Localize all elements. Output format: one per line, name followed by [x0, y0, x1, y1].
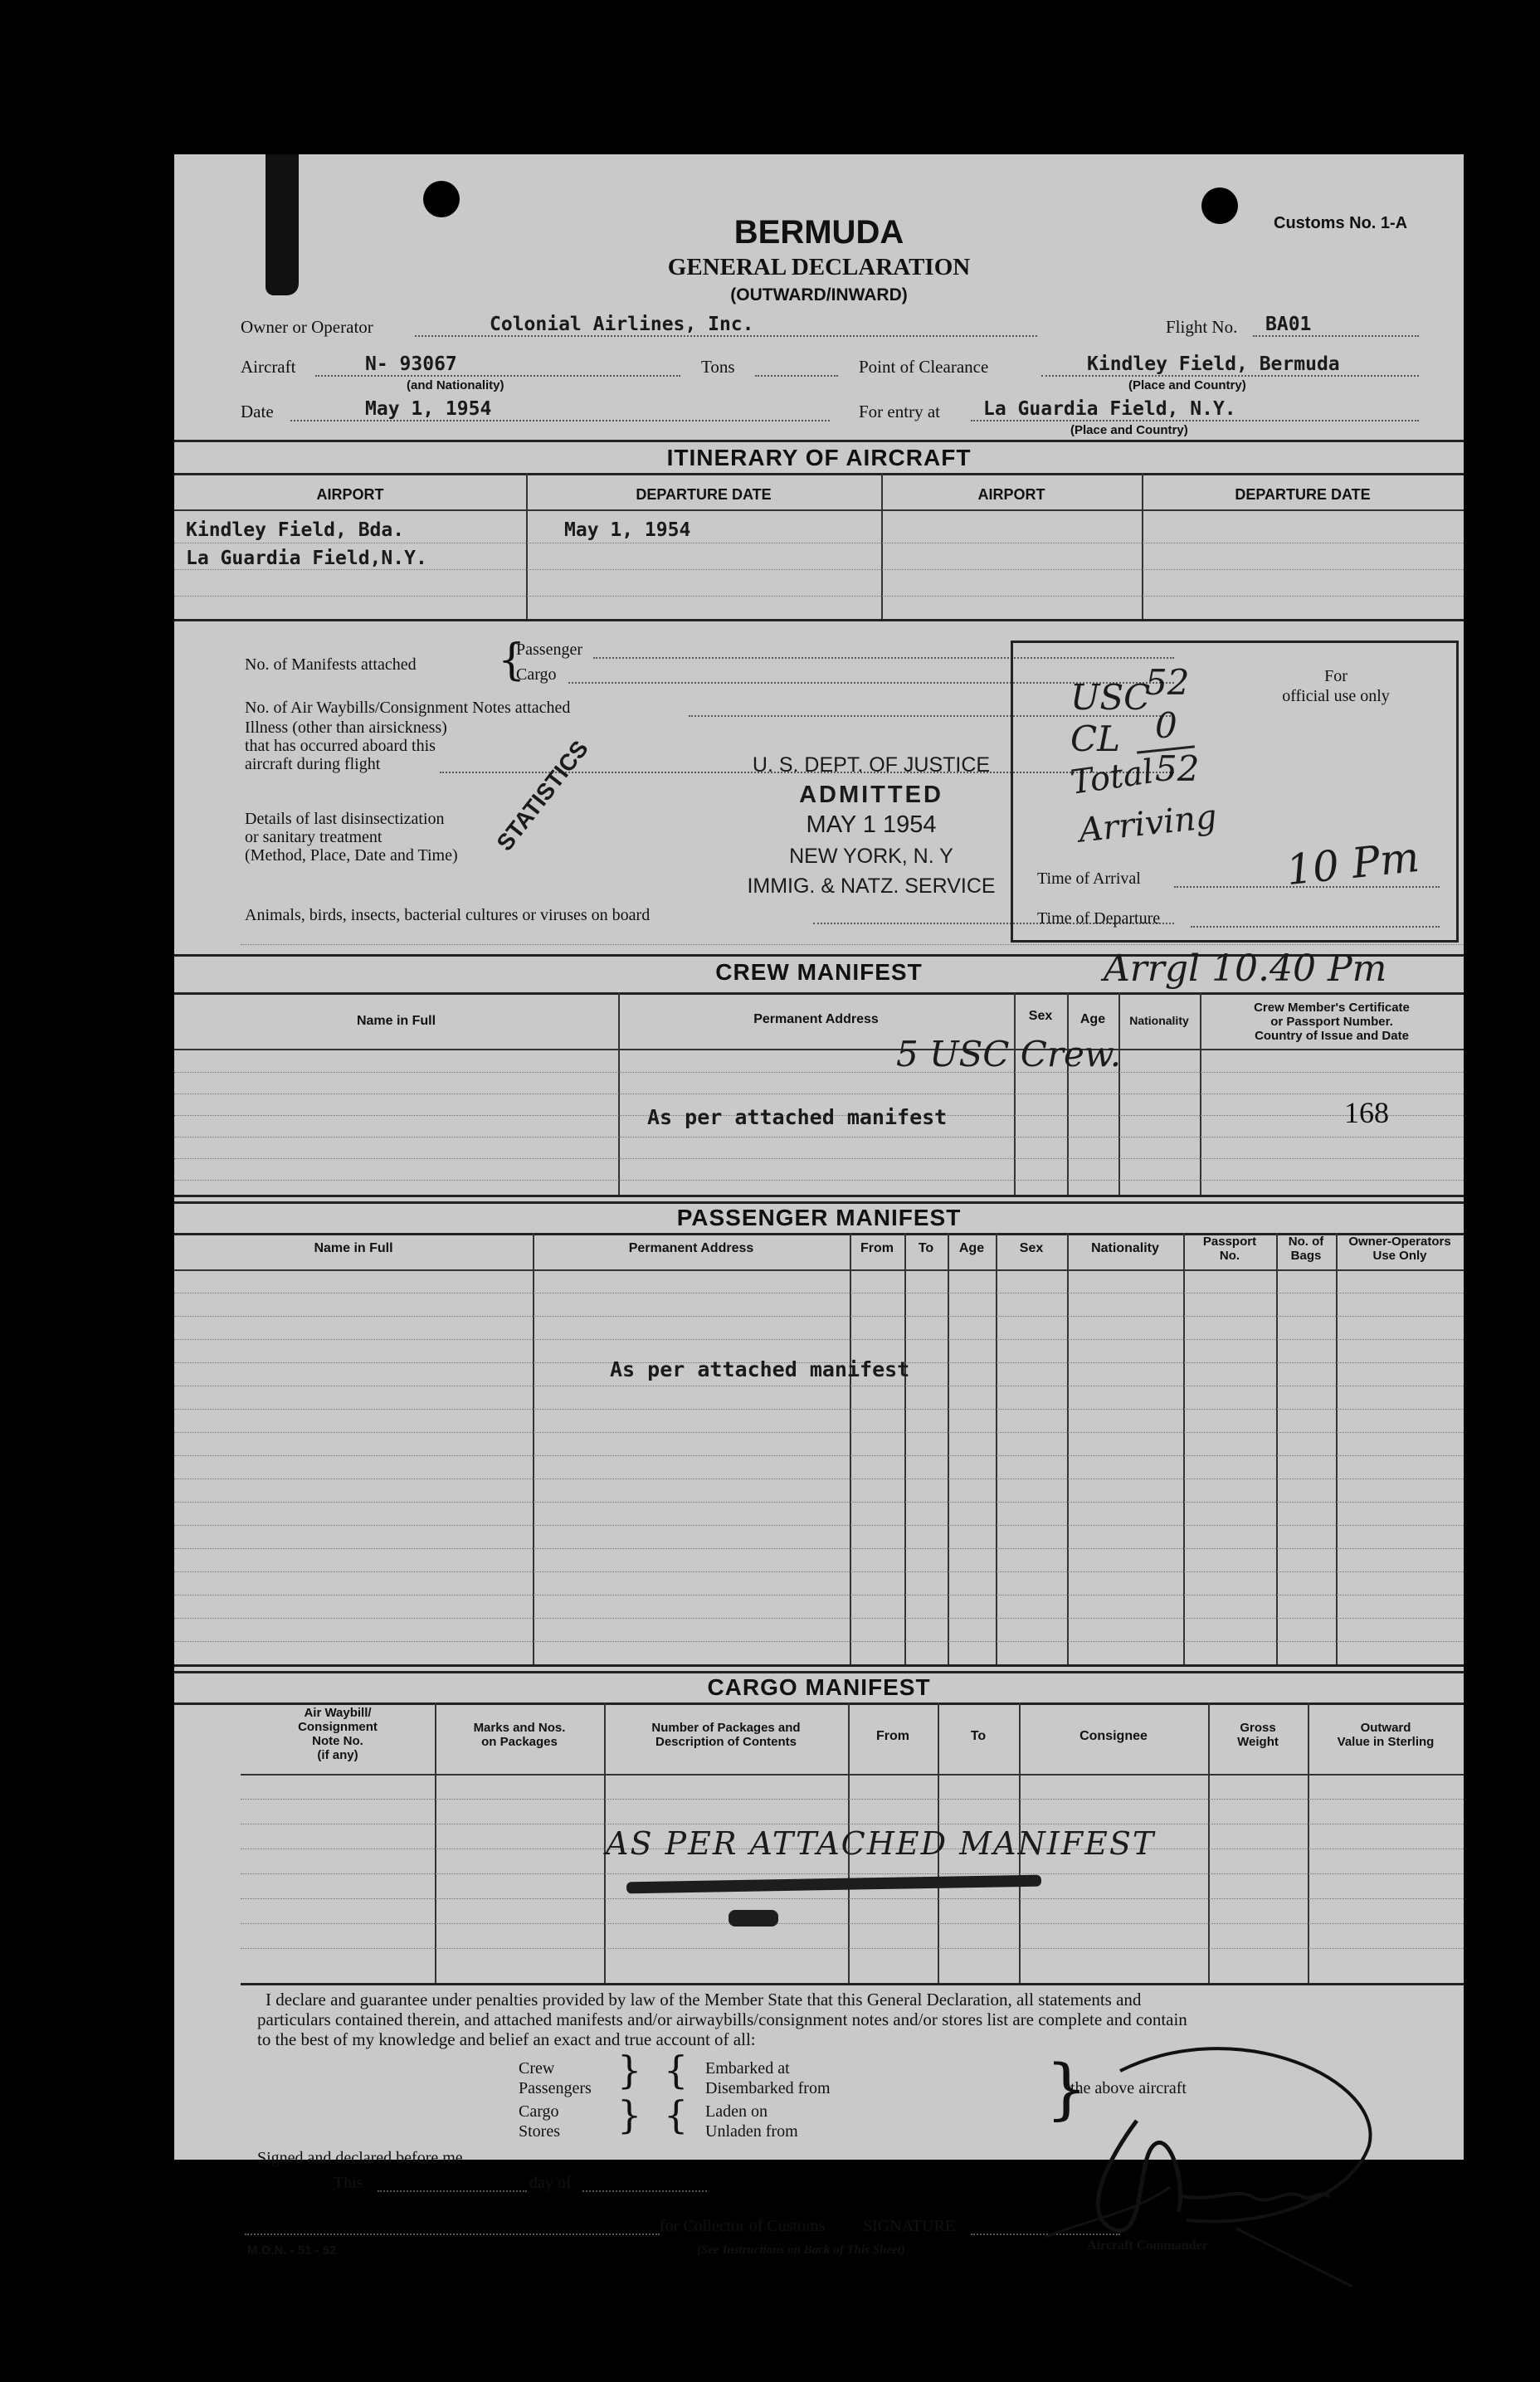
cargo-col-weight-line-1: Gross: [1240, 1721, 1276, 1735]
crew-bottom-rule: [174, 1195, 1464, 1197]
hand-cl: CL: [1070, 718, 1121, 759]
manifests-label: No. of Manifests attached: [245, 655, 417, 674]
decl-this-line: [378, 2190, 527, 2192]
clearance-value: Kindley Field, Bermuda: [1087, 353, 1340, 375]
cargo-manifest-label: Cargo: [516, 665, 557, 684]
crew-header-rule: [174, 992, 1464, 995]
crew-col-certificate: [1200, 1001, 1464, 1043]
customs-number: Customs No. 1-A: [1274, 214, 1408, 232]
cargo-dotted-7: [241, 1948, 1464, 1949]
cargo-col-packages: [604, 1721, 848, 1749]
passenger-col-divider-7: [1183, 1233, 1185, 1664]
passenger-col-divider-8: [1276, 1233, 1278, 1664]
passenger-bottom-rule: [174, 1664, 1464, 1667]
declaration-text-3: to the best of my knowledge and belief an exact and true account of all:: [257, 2029, 756, 2049]
passenger-col-bags-line-1: No. of: [1288, 1235, 1324, 1249]
passenger-col-divider-6: [1067, 1233, 1069, 1664]
crew-hand-note: Arrgl 10.40 Pm: [1104, 947, 1387, 990]
decl-commander: Aircraft Commander: [1087, 2238, 1208, 2253]
arrival-value: 10 Pm: [1284, 832, 1422, 895]
passenger-col-divider-9: [1336, 1233, 1338, 1664]
cargo-col-marks: [435, 1721, 604, 1749]
aircraft-label: Aircraft: [241, 357, 296, 377]
cargo-col-waybill-line-4: (if any): [317, 1748, 358, 1762]
disinsect-line-3: (Method, Place, Date and Time): [245, 846, 458, 865]
cargo-col-packages-line-1: Number of Packages and: [651, 1721, 801, 1735]
hand-total: Total: [1068, 753, 1157, 802]
cargo-hand-note: AS PER ATTACHED MANIFEST: [606, 1825, 1156, 1862]
itinerary-airport-2: La Guardia Field,N.Y.: [186, 548, 427, 569]
passenger-dotted-3: [174, 1339, 1464, 1340]
departure-label: Time of Departure: [1037, 909, 1161, 928]
punch-hole-left: [423, 181, 460, 217]
flight-value: BA01: [1265, 314, 1312, 335]
decl-day-line: [582, 2190, 707, 2192]
date-line: [290, 420, 830, 421]
decl-stores: Stores: [519, 2122, 560, 2141]
cargo-dotted-4: [241, 1873, 1464, 1874]
owner-line: [415, 335, 1037, 337]
date-value: May 1, 1954: [365, 398, 492, 420]
decl-brace-big: }: [1045, 2050, 1088, 2127]
clearance-label: Point of Clearance: [859, 357, 989, 377]
arrival-label: Time of Arrival: [1037, 870, 1141, 888]
hand-num-1: 52: [1145, 662, 1190, 703]
itinerary-top-rule: [174, 440, 1464, 442]
passenger-as-per-manifest: As per attached manifest: [610, 1357, 910, 1381]
itinerary-col-airport-2: AIRPORT: [977, 486, 1045, 503]
manifests-brace: {: [498, 636, 526, 685]
passenger-col-age: Age: [958, 1241, 985, 1255]
official-for: For: [1324, 667, 1348, 685]
passenger-dotted-16: [174, 1641, 1464, 1642]
cargo-col-value-line-2: Value in Sterling: [1337, 1735, 1435, 1749]
disinsect-label: [245, 810, 458, 865]
passenger-row-rule: [174, 1269, 1464, 1271]
cargo-dotted-5: [241, 1898, 1464, 1899]
date-label: Date: [241, 402, 274, 421]
tons-line: [755, 375, 838, 377]
passenger-dotted-2: [174, 1316, 1464, 1317]
crew-col-age: Age: [1079, 1012, 1106, 1026]
waybills-label: No. of Air Waybills/Consignment Notes attached: [245, 699, 571, 717]
illness-label: [245, 718, 447, 773]
crew-title: CREW MANIFEST: [715, 959, 923, 985]
itinerary-title: ITINERARY OF AIRCRAFT: [666, 445, 972, 470]
cargo-dotted-1: [241, 1799, 1464, 1800]
decl-brace-4: {: [664, 2092, 689, 2137]
itinerary-header-rule: [174, 473, 1464, 475]
cargo-dotted-6: [241, 1923, 1464, 1924]
cargo-title: CARGO MANIFEST: [707, 1674, 931, 1700]
cargo-header-rule: [174, 1702, 1464, 1705]
passenger-col-divider-2: [850, 1233, 851, 1664]
cargo-col-value: [1308, 1721, 1464, 1749]
crew-col-sex: Sex: [1028, 1009, 1053, 1023]
passenger-col-passport-line-1: Passport: [1202, 1235, 1257, 1249]
passenger-dotted-10: [174, 1502, 1464, 1503]
stamp-dept: U. S. DEPT. OF JUSTICE: [752, 753, 991, 777]
passenger-col-owner-line-1: Owner-Operators: [1348, 1235, 1451, 1249]
cargo-col-weight: [1208, 1721, 1308, 1749]
passenger-col-divider-3: [904, 1233, 906, 1664]
form-instructions: (See Instructions on Back of This Sheet): [697, 2243, 905, 2257]
decl-above-aircraft: the above aircraft: [1070, 2079, 1187, 2097]
details-bottom-dotted: [241, 944, 1464, 945]
decl-brace-1: }: [617, 2048, 642, 2092]
aircraft-value: N- 93067: [365, 353, 457, 375]
passenger-col-address: Permanent Address: [628, 1241, 754, 1255]
passenger-dotted-12: [174, 1548, 1464, 1549]
itinerary-airport-1: Kindley Field, Bda.: [186, 519, 405, 541]
crew-col-cert-line-1: Crew Member's Certificate: [1254, 1001, 1410, 1015]
hand-num-2: 0: [1155, 705, 1177, 746]
decl-this: This: [334, 2174, 363, 2192]
cargo-col-waybill: [241, 1706, 435, 1762]
cargo-top-rule: [174, 1671, 1464, 1673]
declaration-text-2: particulars contained therein, and attached manifests and/or airwaybills/consignment notes and/or stores list are complete and contain: [257, 2009, 1187, 2029]
crew-hand-crew: 5 USC Crew.: [896, 1034, 1122, 1074]
cargo-col-marks-line-2: on Packages: [481, 1735, 558, 1749]
illness-line-1: Illness (other than airsickness): [245, 718, 447, 737]
decl-cargo: Cargo: [519, 2102, 559, 2121]
cargo-col-to: To: [970, 1729, 987, 1743]
form-direction: (OUTWARD/INWARD): [730, 285, 908, 304]
flight-line: [1253, 335, 1419, 337]
disinsect-line-2: or sanitary treatment: [245, 828, 383, 846]
cargo-col-packages-line-2: Description of Contents: [655, 1735, 797, 1749]
crew-col-cert-line-3: Country of Issue and Date: [1255, 1029, 1409, 1043]
passenger-col-passport-line-2: No.: [1219, 1249, 1240, 1263]
decl-unladen: Unladen from: [705, 2122, 798, 2141]
animals-label: Animals, birds, insects, bacterial cultures or viruses on board: [245, 906, 651, 924]
itinerary-dotted-3: [174, 596, 1464, 597]
itinerary-col-departure-2: DEPARTURE DATE: [1235, 486, 1371, 503]
entry-sub: (Place and Country): [1070, 423, 1188, 437]
passenger-dotted-8: [174, 1455, 1464, 1456]
passenger-col-passport: [1183, 1235, 1276, 1263]
departure-line: [1191, 926, 1440, 928]
crew-dotted-6: [174, 1180, 1464, 1181]
statistics-stamp: STATISTICS: [491, 735, 593, 856]
crew-col-address: Permanent Address: [753, 1012, 879, 1026]
passenger-col-owner-line-2: Use Only: [1372, 1249, 1427, 1263]
form-subtitle: GENERAL DECLARATION: [667, 254, 971, 280]
passenger-top-rule: [174, 1201, 1464, 1204]
decl-day-of: day of: [529, 2174, 572, 2192]
form-code: M.O.N. - 51 - 52: [247, 2243, 337, 2258]
owner-label: Owner or Operator: [241, 317, 373, 337]
form-title: BERMUDA: [733, 214, 904, 251]
passenger-dotted-7: [174, 1432, 1464, 1433]
cargo-col-marks-line-1: Marks and Nos.: [473, 1721, 566, 1735]
itinerary-date-1: May 1, 1954: [564, 519, 691, 541]
passenger-manifest-label: Passenger: [516, 641, 582, 659]
hand-num-3: 52: [1155, 748, 1200, 789]
entry-label: For entry at: [859, 402, 940, 421]
decl-passengers: Passengers: [519, 2079, 592, 2097]
itinerary-col-departure-1: DEPARTURE DATE: [636, 486, 772, 503]
illness-line-3: aircraft during flight: [245, 755, 381, 773]
tons-label: Tons: [701, 357, 735, 377]
clearance-sub: (Place and Country): [1128, 378, 1246, 392]
cargo-col-consignee: Consignee: [1079, 1729, 1148, 1743]
crew-col-name: Name in Full: [356, 1014, 436, 1028]
official-use-only: official use only: [1282, 687, 1390, 705]
passenger-dotted-13: [174, 1571, 1464, 1572]
stamp-admitted: ADMITTED: [799, 782, 943, 808]
aircraft-line: [315, 375, 680, 377]
crew-dotted-1: [174, 1072, 1464, 1073]
stamp-date: MAY 1 1954: [806, 811, 937, 838]
passenger-col-owner: [1336, 1235, 1464, 1263]
cargo-col-waybill-line-2: Consignment: [298, 1720, 378, 1734]
clearance-line: [1041, 375, 1419, 377]
declaration-text-1: I declare and guarantee under penalties provided by law of the Member State that this General Declaration, all statements and: [266, 1990, 1142, 2009]
cargo-row-rule: [241, 1774, 1464, 1776]
cargo-col-weight-line-2: Weight: [1237, 1735, 1279, 1749]
decl-signed-before: Signed and declared before me: [257, 2149, 463, 2167]
passenger-col-divider-1: [533, 1233, 534, 1664]
disinsect-line-1: Details of last disinsectization: [245, 810, 445, 828]
hand-arriving: Arriving: [1077, 797, 1219, 850]
itinerary-col-airport-1: AIRPORT: [316, 486, 384, 503]
passenger-dotted-11: [174, 1525, 1464, 1526]
itinerary-dotted-2: [174, 569, 1464, 570]
entry-line: [971, 420, 1419, 421]
crew-number: 168: [1344, 1096, 1389, 1129]
owner-value: Colonial Airlines, Inc.: [490, 314, 754, 335]
commander-signature: [1021, 1980, 1386, 2287]
flight-label: Flight No.: [1166, 317, 1238, 337]
collector-line: [245, 2233, 660, 2235]
illness-line-2: that has occurred aboard this: [245, 737, 436, 755]
crew-as-per-manifest: As per attached manifest: [647, 1105, 948, 1129]
cargo-col-from: From: [876, 1729, 909, 1743]
stamp-service: IMMIG. & NATZ. SERVICE: [747, 874, 996, 898]
decl-signature-label: SIGNATURE: [863, 2217, 956, 2235]
cargo-ink-blot: [729, 1910, 778, 1927]
passenger-col-from: From: [860, 1241, 894, 1255]
stamp-city: NEW YORK, N. Y: [789, 845, 953, 868]
passenger-dotted-9: [174, 1478, 1464, 1479]
passenger-col-name: Name in Full: [314, 1241, 393, 1255]
decl-embarked: Embarked at: [705, 2059, 790, 2078]
aircraft-sub: (and Nationality): [407, 378, 504, 392]
decl-crew: Crew: [519, 2059, 555, 2078]
crew-row-rule: [174, 1049, 1464, 1050]
passenger-col-sex: Sex: [1019, 1241, 1044, 1255]
itinerary-row-rule: [174, 509, 1464, 511]
cargo-col-value-line-1: Outward: [1360, 1721, 1411, 1735]
passenger-col-to: To: [918, 1241, 934, 1255]
crew-col-nationality: Nationality: [1129, 1014, 1189, 1027]
passenger-col-bags: [1276, 1235, 1336, 1263]
declaration-sheet: [174, 154, 1464, 2258]
passenger-title: PASSENGER MANIFEST: [676, 1205, 962, 1230]
decl-brace-2: {: [664, 2048, 689, 2092]
decl-collector: for Collector of Customs: [660, 2217, 826, 2235]
cargo-col-waybill-line-1: Air Waybill/: [304, 1706, 372, 1720]
entry-value: La Guardia Field, N.Y.: [983, 398, 1236, 420]
decl-disembarked: Disembarked from: [705, 2079, 831, 2097]
hand-usc: USC: [1070, 677, 1151, 718]
itinerary-bottom-rule: [174, 619, 1464, 621]
cargo-scribble: [626, 1875, 1041, 1894]
passenger-col-divider-4: [948, 1233, 949, 1664]
decl-brace-3: }: [617, 2092, 642, 2137]
passenger-col-divider-5: [996, 1233, 997, 1664]
cargo-col-waybill-line-3: Note No.: [312, 1734, 363, 1748]
passenger-col-nationality: Nationality: [1091, 1241, 1159, 1255]
passenger-col-bags-line-2: Bags: [1290, 1249, 1322, 1263]
passenger-dotted-6: [174, 1409, 1464, 1410]
crew-dotted-5: [174, 1158, 1464, 1159]
crew-col-cert-line-2: or Passport Number.: [1270, 1015, 1393, 1029]
decl-laden: Laden on: [705, 2102, 768, 2121]
passenger-dotted-15: [174, 1618, 1464, 1619]
